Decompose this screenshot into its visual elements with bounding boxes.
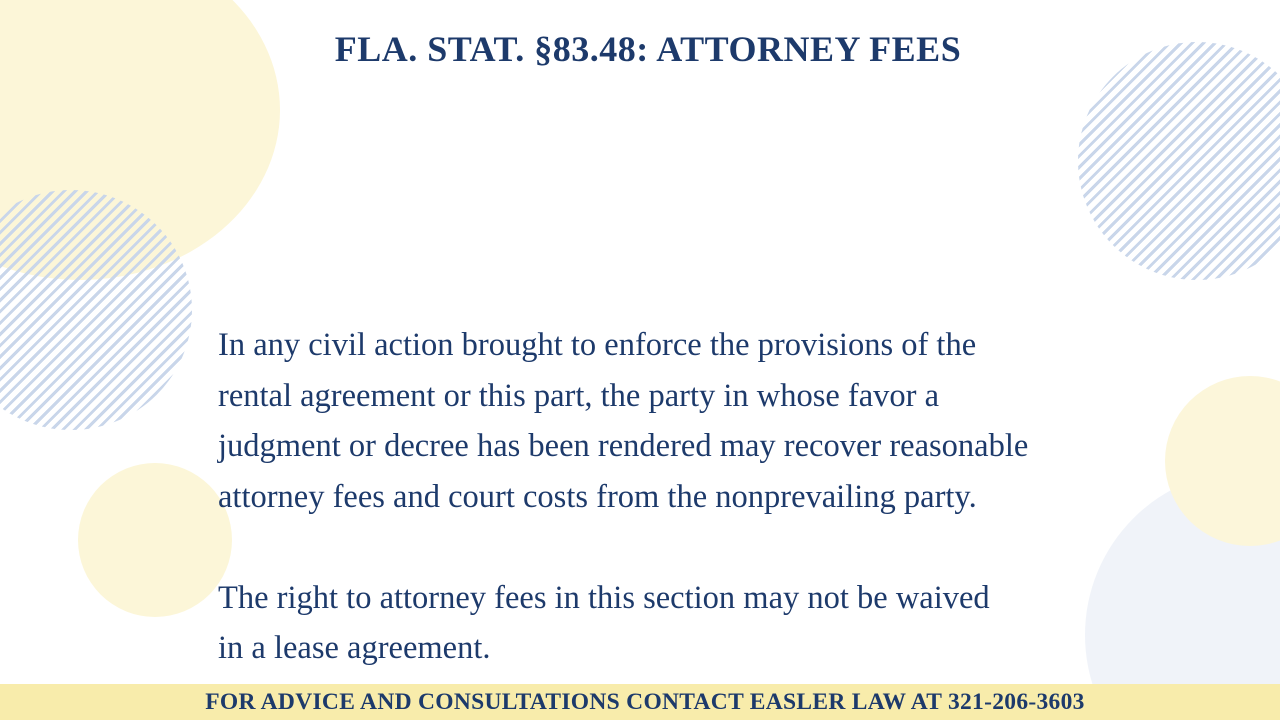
text-line: In any civil action brought to enforce the provisions of the (218, 327, 977, 363)
slide-title: FLA. STAT. §83.48: ATTORNEY FEES (334, 29, 962, 69)
footer-contact-text: FOR ADVICE AND CONSULTATIONS CONTACT EASLER LAW AT 321-206-3603 (205, 688, 1085, 715)
text-line: rental agreement or this part, the party in whose favor a (218, 377, 940, 414)
text-line: The right to attorney fees in this section may not be waived (218, 579, 990, 616)
footer-banner (0, 684, 1280, 720)
text-line: in a lease agreement. (218, 630, 491, 666)
text-line: attorney fees and court costs from the nonprevailing party. (218, 478, 977, 515)
decorative-striped-circle-top-right (1078, 42, 1280, 280)
paragraph-no-waiver (218, 573, 1178, 674)
decorative-yellow-circle-bottom-left (78, 463, 232, 617)
paragraph-fee-recovery (218, 320, 1178, 522)
statute-body (218, 320, 1178, 674)
text-line: judgment or decree has been rendered may recover reasonable (218, 428, 1029, 464)
